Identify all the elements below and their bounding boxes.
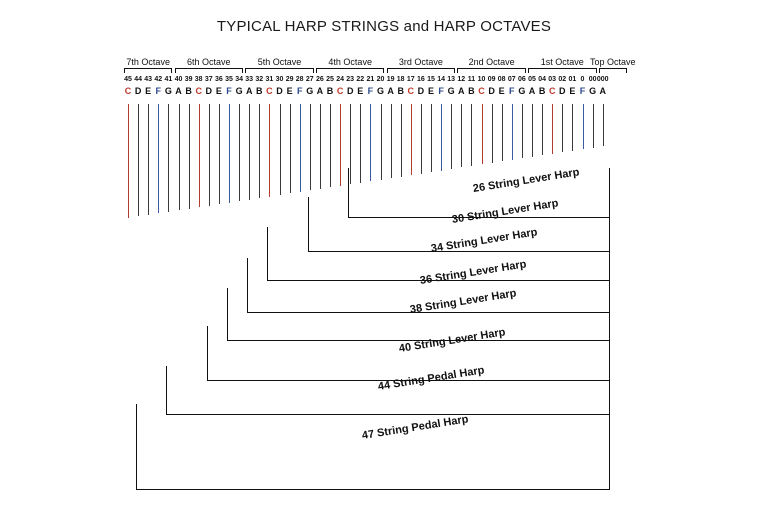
octave-label: 7th Octave <box>126 57 170 67</box>
harp-string <box>532 104 533 157</box>
note-name: C <box>407 86 415 96</box>
harp-string <box>148 104 149 215</box>
harp-string <box>522 104 523 158</box>
string-number: 26 <box>315 76 324 83</box>
harp-string <box>269 104 270 197</box>
string-number: 31 <box>265 76 274 83</box>
note-name: F <box>438 86 444 96</box>
harp-string <box>168 104 169 212</box>
string-number: 29 <box>285 76 294 83</box>
harp-string <box>209 104 210 206</box>
harp-range-label: 26 String Lever Harp <box>471 166 580 195</box>
string-number: 33 <box>245 76 254 83</box>
harp-string <box>158 104 159 213</box>
string-number: 03 <box>548 76 557 83</box>
note-name: D <box>134 86 142 96</box>
harp-string <box>552 104 553 154</box>
harp-string <box>249 104 250 200</box>
note-name: B <box>397 86 404 96</box>
harp-string <box>199 104 200 207</box>
harp-string <box>421 104 422 174</box>
harp-string <box>431 104 432 172</box>
string-number: 30 <box>275 76 284 83</box>
harp-string <box>219 104 220 204</box>
note-name: E <box>215 86 222 96</box>
note-name: G <box>164 86 172 96</box>
harp-string <box>572 104 573 151</box>
note-name: A <box>175 86 182 96</box>
harp-string <box>482 104 483 164</box>
string-number: 13 <box>447 76 456 83</box>
note-name: F <box>367 86 374 96</box>
harp-string <box>492 104 493 163</box>
string-number: 25 <box>326 76 334 83</box>
note-name: F <box>509 86 515 96</box>
harp-string <box>542 104 543 155</box>
harp-string <box>593 104 594 148</box>
string-number: 07 <box>507 76 516 83</box>
harp-range-label: 47 String Pedal Harp <box>361 413 470 442</box>
string-number: 01 <box>568 76 577 83</box>
octave-bracket <box>387 68 456 73</box>
harp-range-label: 38 String Lever Harp <box>408 287 517 316</box>
page-title: TYPICAL HARP STRINGS and HARP OCTAVES <box>216 18 552 35</box>
harp-string <box>461 104 462 167</box>
note-name: E <box>498 86 505 96</box>
note-name: B <box>538 86 546 96</box>
harp-string <box>583 104 584 149</box>
note-name: G <box>447 86 455 96</box>
note-name: E <box>286 86 293 96</box>
harp-string <box>239 104 240 201</box>
octave-bracket <box>124 68 172 73</box>
note-name: A <box>387 86 394 96</box>
string-number: 32 <box>255 76 264 83</box>
note-name: F <box>296 86 303 96</box>
string-number: 15 <box>427 76 435 83</box>
note-name: A <box>316 86 324 96</box>
string-number: 34 <box>235 76 243 83</box>
harp-string <box>502 104 503 161</box>
harp-range-label: 40 String Lever Harp <box>398 325 507 355</box>
string-number: 39 <box>184 76 193 83</box>
octave-label: 2nd Octave <box>468 57 515 67</box>
octave-label: 6th Octave <box>187 57 231 67</box>
note-name: C <box>266 86 273 96</box>
note-name: A <box>245 86 253 96</box>
note-name: D <box>346 86 354 96</box>
octave-bracket <box>457 68 526 73</box>
string-number: 44 <box>134 76 142 83</box>
harp-string <box>128 104 129 218</box>
string-number: 28 <box>295 76 304 83</box>
note-name: G <box>589 86 597 96</box>
note-name: B <box>256 86 263 96</box>
harp-string <box>471 104 472 166</box>
string-number: 24 <box>336 76 344 83</box>
note-name: B <box>326 86 334 96</box>
harp-string <box>300 104 301 192</box>
harp-string <box>259 104 260 198</box>
harp-string <box>451 104 452 169</box>
string-number: 16 <box>416 76 425 83</box>
harp-range-label: 30 String Lever Harp <box>450 196 559 226</box>
octave-label: 5th Octave <box>257 57 302 67</box>
string-number: 04 <box>538 76 546 83</box>
note-name: G <box>306 86 314 96</box>
harp-string <box>512 104 513 160</box>
string-number: 27 <box>305 76 314 83</box>
harp-string <box>320 104 321 189</box>
string-number: 40 <box>174 76 183 83</box>
note-name: A <box>458 86 465 96</box>
string-number: 43 <box>144 76 153 83</box>
octave-label: 3rd Octave <box>398 57 443 67</box>
note-name: C <box>478 86 485 96</box>
string-number: 00 <box>588 76 597 83</box>
harp-string <box>138 104 139 216</box>
octave-bracket <box>316 68 385 73</box>
string-number: 42 <box>154 76 163 83</box>
harp-range-label: 34 String Lever Harp <box>429 226 538 256</box>
octave-label: 1st Octave <box>540 57 584 67</box>
harp-string <box>411 104 412 175</box>
string-number: 08 <box>497 76 506 83</box>
note-name: A <box>599 86 606 96</box>
note-name: F <box>226 86 232 96</box>
note-name: A <box>528 86 536 96</box>
string-number: 38 <box>194 76 203 83</box>
string-number: 36 <box>214 76 223 83</box>
string-number: 17 <box>406 76 415 83</box>
note-name: F <box>579 86 586 96</box>
string-number: 21 <box>366 76 375 83</box>
note-name: C <box>548 86 556 96</box>
note-name: D <box>488 86 495 96</box>
note-name: F <box>155 86 162 96</box>
octave-bracket <box>528 68 597 73</box>
note-name: B <box>468 86 475 96</box>
string-number: 45 <box>124 76 132 83</box>
string-number: 22 <box>356 76 365 83</box>
string-number: 20 <box>376 76 385 83</box>
string-number: 09 <box>487 76 496 83</box>
octave-bracket <box>175 68 244 73</box>
string-number: 37 <box>204 76 213 83</box>
octave-bracket <box>599 68 627 73</box>
note-name: B <box>185 86 192 96</box>
harp-string <box>340 104 341 186</box>
harp-string <box>401 104 402 177</box>
string-number: 18 <box>396 76 405 83</box>
harp-string <box>189 104 190 209</box>
string-number: 06 <box>517 76 526 83</box>
note-name: D <box>417 86 425 96</box>
harp-string <box>562 104 563 152</box>
harp-string <box>290 104 291 193</box>
octave-bracket <box>245 68 314 73</box>
note-name: E <box>357 86 364 96</box>
string-number: 000 <box>596 76 609 83</box>
string-number: 19 <box>386 76 395 83</box>
harp-string <box>280 104 281 195</box>
string-number: 35 <box>225 76 233 83</box>
note-name: G <box>518 86 526 96</box>
note-name: E <box>427 86 435 96</box>
string-number: 10 <box>477 76 486 83</box>
note-name: G <box>235 86 243 96</box>
string-number: 14 <box>437 76 445 83</box>
string-number: 23 <box>346 76 355 83</box>
string-number: 02 <box>558 76 567 83</box>
note-name: C <box>124 86 132 96</box>
note-name: C <box>195 86 202 96</box>
note-name: E <box>569 86 576 96</box>
string-number: 11 <box>467 76 476 83</box>
harp-string <box>330 104 331 187</box>
string-number: 05 <box>528 76 536 83</box>
octave-label: Top Octave <box>590 57 636 67</box>
octave-label: 4th Octave <box>328 57 372 67</box>
note-name: D <box>276 86 283 96</box>
harp-string <box>441 104 442 171</box>
string-number: 12 <box>457 76 466 83</box>
note-name: G <box>376 86 385 96</box>
harp-string <box>603 104 604 146</box>
harp-string <box>310 104 311 190</box>
note-name: C <box>336 86 344 96</box>
string-number: 41 <box>164 76 173 83</box>
harp-range-bracket <box>136 404 610 490</box>
harp-string <box>229 104 230 203</box>
harp-string <box>179 104 180 210</box>
note-name: D <box>205 86 213 96</box>
note-name: E <box>145 86 152 96</box>
string-number: 0 <box>580 76 585 83</box>
note-name: D <box>559 86 566 96</box>
harp-range-label: 44 String Pedal Harp <box>377 364 486 393</box>
harp-range-label: 36 String Lever Harp <box>419 257 528 287</box>
